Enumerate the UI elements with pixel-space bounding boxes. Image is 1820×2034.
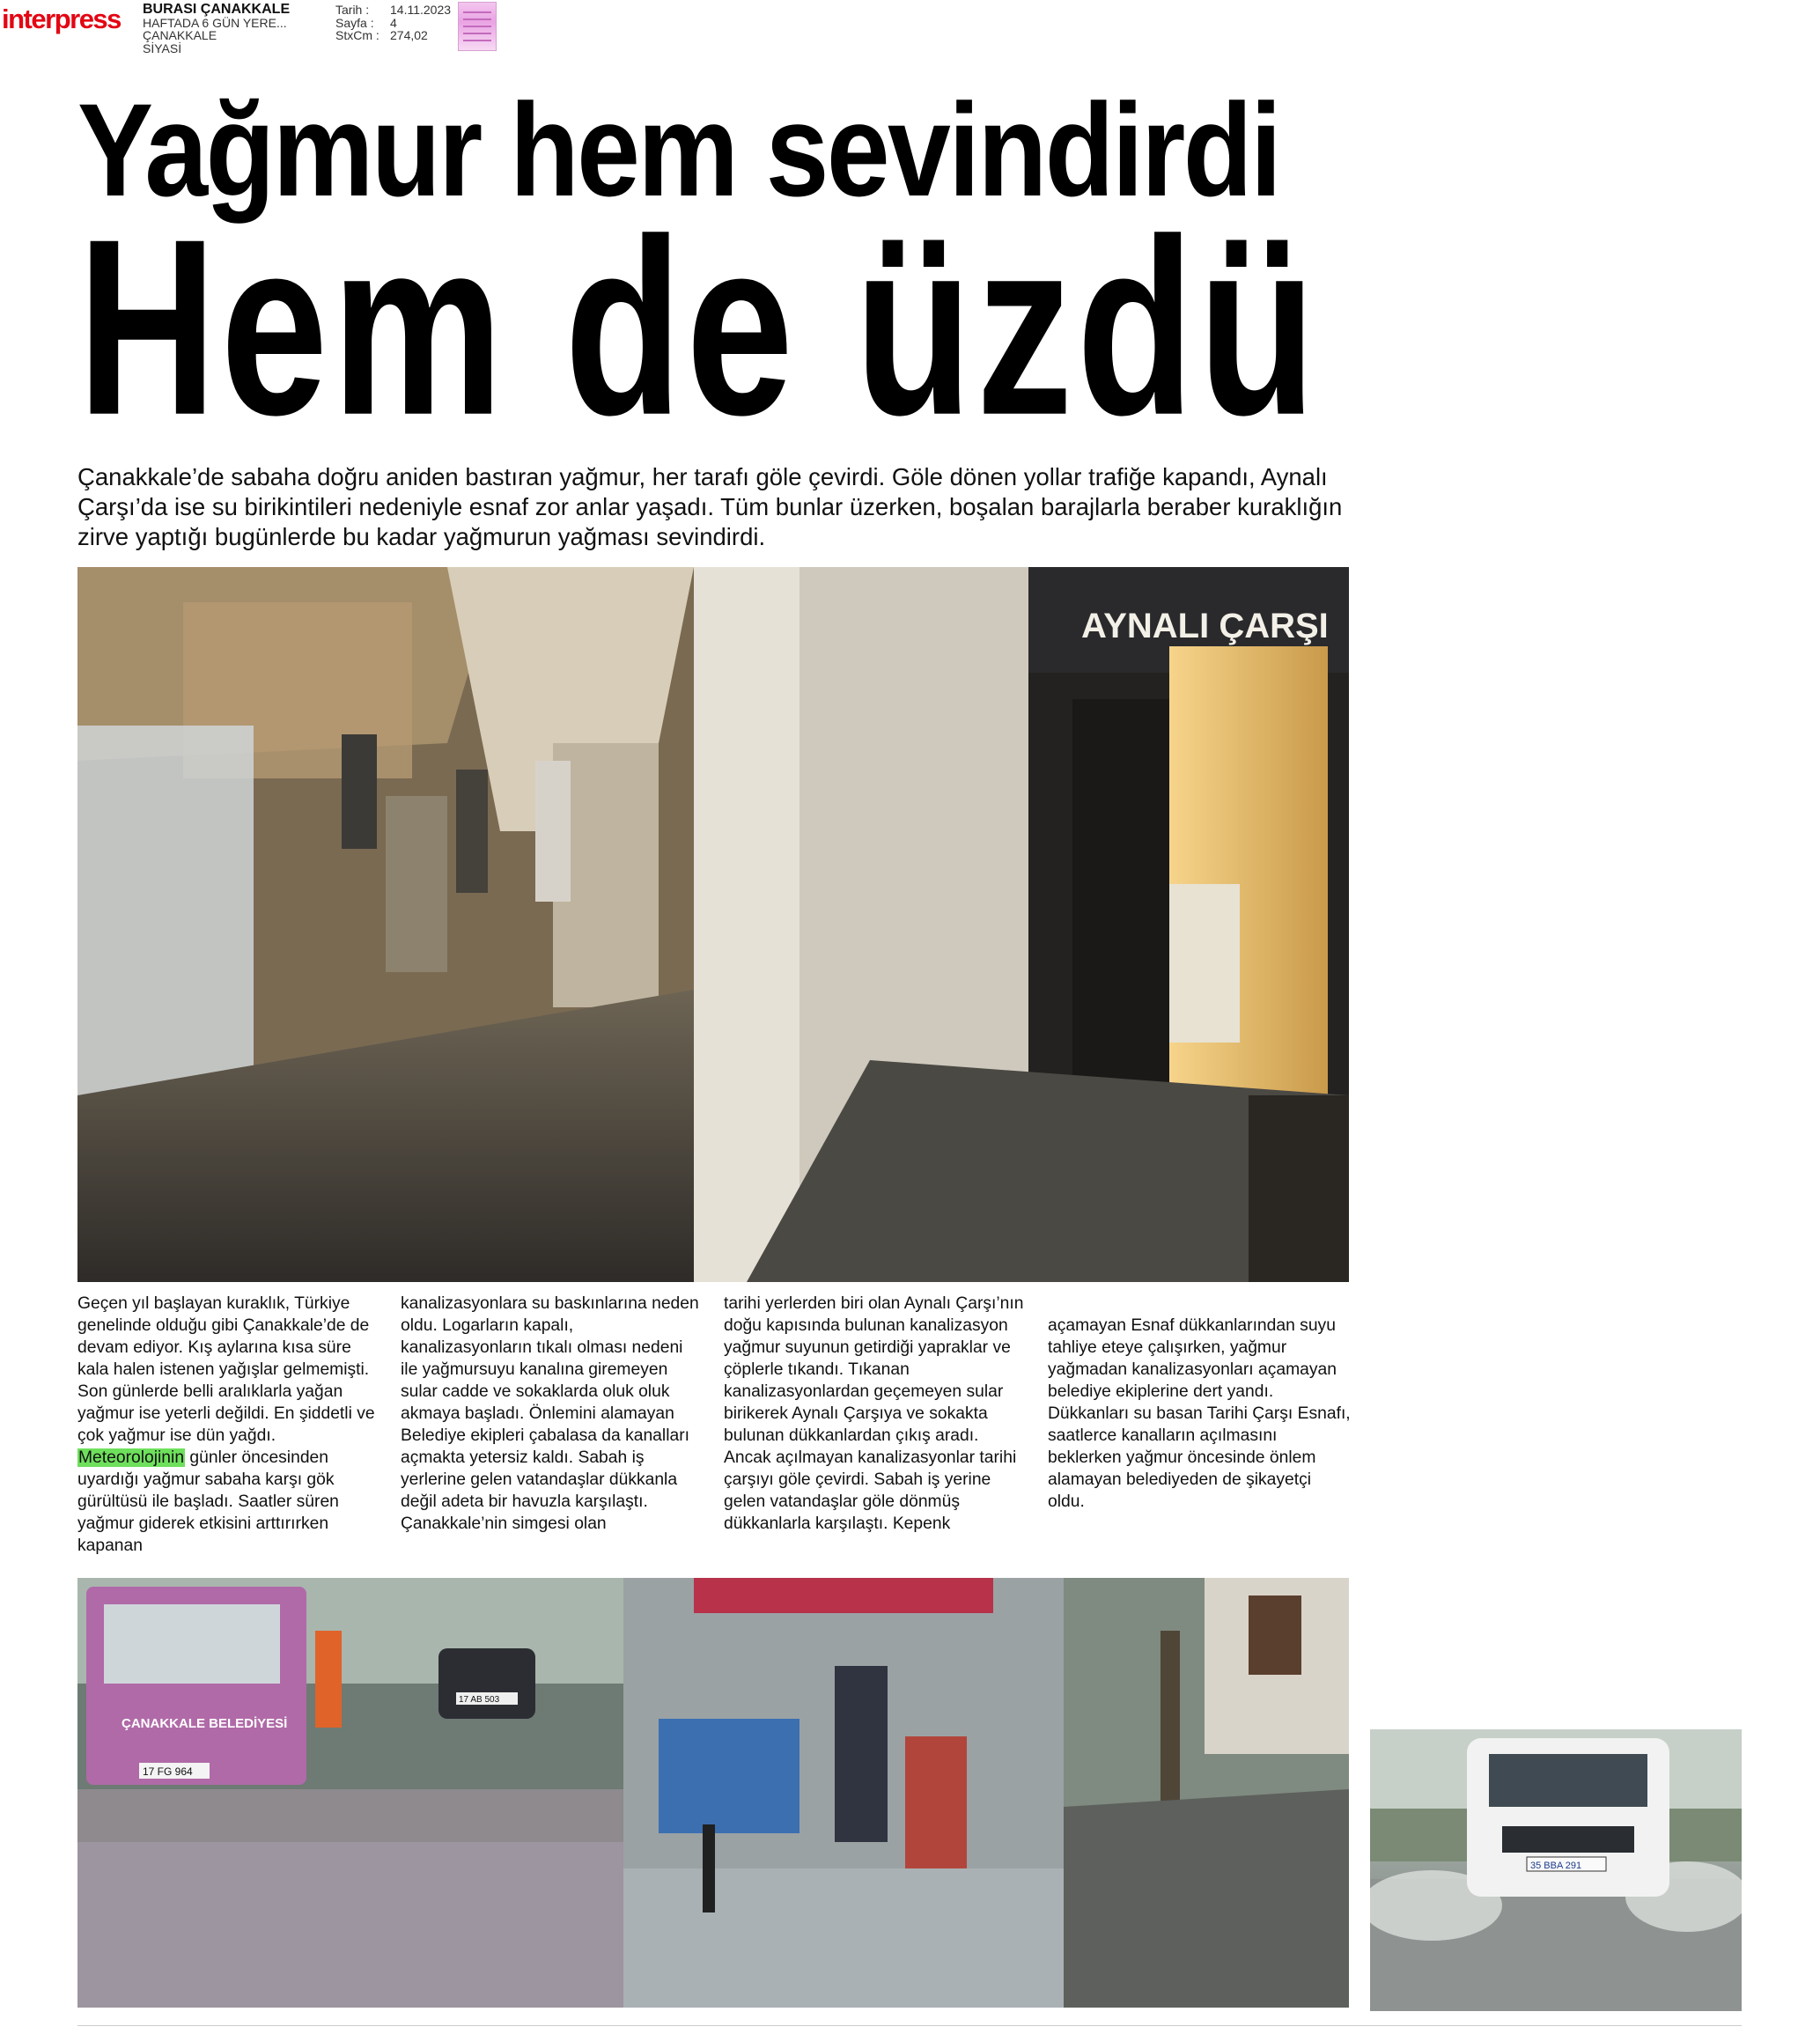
meta-value: 14.11.2023 — [390, 3, 452, 17]
logo-part1: inter — [2, 4, 55, 34]
publication-category: SİYASİ — [143, 41, 182, 55]
column-4-text: açamayan Esnaf dükkanlarından suyu tahliye eteye çalışırken, yağmur yağmadan kanalizasyonları açamayan belediye ekiplerine dert yandı. Dükkanları su basan Tarihi Çarşı Esnafı, saatlerce kanalların açılmasını beklerken yağmur öncesinde önlem alamayan belediyeden de şikayetçi oldu. — [1048, 1316, 1351, 1511]
meta-row-size — [335, 29, 451, 42]
publication-city: ÇANAKKALE — [143, 28, 217, 42]
meta-row-page — [335, 17, 451, 30]
publication-name: BURASI ÇANAKKALE — [143, 2, 291, 17]
aynali-carsi-sign: AYNALI ÇARŞI — [1081, 607, 1329, 645]
clipping-meta — [335, 4, 451, 42]
headline-line1: Yağmur hem sevindirdi — [77, 76, 1280, 224]
car-plate: 17 AB 503 — [459, 1695, 500, 1705]
meta-value: 4 — [390, 15, 397, 30]
headline-line2: Hem de üzdü — [77, 186, 1320, 468]
bus-side-text: ÇANAKKALE BELEDİYESİ — [122, 1716, 288, 1731]
article-lead: Çanakkale’de sabaha doğru aniden bastıran yağmur, her tarafı göle çevirdi. Göle dönen yollar trafiğe kapandı, Aynalı Çarşı’da ise su birikintileri nedeniyle esnaf zor anlar yaşadı. Tüm bunlar üzerken, boşalan barajlarla beraber kuraklığın zirve yaptığı bugünlerde bu kadar yağmurun yağması sevindirdi. — [77, 463, 1343, 550]
bus-plate: 17 FG 964 — [143, 1765, 193, 1778]
photo-aynali-carsi-flood — [77, 567, 1349, 1282]
meta-value: 274,02 — [390, 28, 428, 42]
column-1-text-a: Geçen yıl başlayan kuraklık, Türkiye genelinde olduğu gibi Çanakkale’de de devam ediyor. Kış aylarına kısa süre kala halen istenen yağışlar gelmemişti. Son günlerde belli aralıklarla yağan yağmur ise yeterli değildi. En şiddetli ve çok yağmur ise dün yağdı. — [77, 1294, 375, 1445]
publication-frequency: HAFTADA 6 GÜN YERE... — [143, 15, 287, 30]
column-1-text-b: günler öncesinden uyardığı yağmur sabaha karşı gök gürültüsü ile başladı. Saatler süren yağmur giderek etkisini arttırırken kapanan — [77, 1448, 339, 1555]
van-plate: 35 BBA 291 — [1530, 1861, 1582, 1871]
meta-row-date — [335, 4, 451, 17]
meta-label: StxCm : — [335, 28, 379, 42]
highlighted-word: Meteorolojinin — [78, 1448, 185, 1467]
photo-van-in-flood — [1370, 1729, 1742, 2011]
article-column-3: tarihi yerlerden biri olan Aynalı Çarşı’nın doğu kapısında bulunan kanalizasyon yağmur suyunun getirdiği yapraklar ve çöplerle tıkandı. Tıkanan kanalizasyonlardan geçemeyen sular birikerek Aynalı Çarşıya ve sokakta bulunan dükkanlardan çıkış aradı. Ancak açılmayan kanalizasyonlar tarihi çarşıyı göle çevirdi. Sabah iş yerine gelen vatandaşlar göle dönmüş dükkanlarla karşılaştı. Kepenk — [724, 1294, 1024, 1533]
meta-label: Sayfa : — [335, 15, 374, 30]
article-column-1 — [77, 1293, 381, 1557]
interpress-logo — [2, 5, 121, 33]
photo-van-illustration — [1370, 1729, 1742, 2011]
photo-bottom-illustration — [77, 1578, 1349, 2008]
logo-part2: press — [54, 4, 121, 34]
page-thumbnail[interactable] — [458, 2, 497, 51]
article-column-2: kanalizasyonlara su baskınlarına neden oldu. Logarların kapalı, kanalizasyonların tıkalı olması nedeni ile yağmursuyu kanalına giremeyen sular cadde ve sokaklarda oluk oluk akmaya başladı. Önlemini alamayan Belediye ekipleri çabalasa da kanalları açmakta yetersiz kaldı. Sabah iş yerlerine gelen vatandaşlar dükkanla değil adeta bir havuzla karşılaştı. Çanakkale’nin simgesi olan — [401, 1294, 699, 1533]
meta-label: Tarih : — [335, 3, 370, 17]
photo-flooded-streets — [77, 1578, 1349, 2008]
publication-info — [143, 4, 290, 55]
page-bottom-rule — [77, 2025, 1742, 2026]
photo-main-illustration — [77, 567, 1349, 1282]
